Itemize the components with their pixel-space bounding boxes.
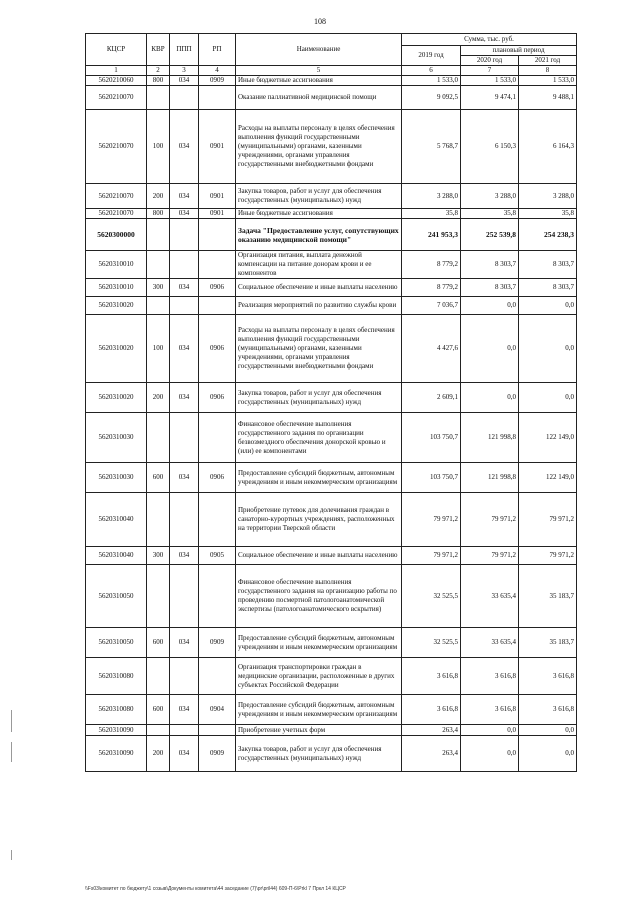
col-number: 6 xyxy=(402,66,461,76)
col-number: 2 xyxy=(147,66,170,76)
header-rp: РП xyxy=(199,34,236,66)
kvr-cell xyxy=(147,86,170,110)
rp-cell: 0909 xyxy=(199,628,236,658)
value-2020-cell: 0,0 xyxy=(461,297,519,315)
table-row xyxy=(86,493,577,547)
value-2020-cell: 79 971,2 xyxy=(461,493,519,547)
name-cell: Оказание паллиативной медицинской помощи xyxy=(236,86,402,110)
kvr-cell: 100 xyxy=(147,110,170,184)
ppp-cell xyxy=(170,658,199,695)
header-sum: Сумма, тыс. руб. xyxy=(402,34,577,46)
rp-cell: 0901 xyxy=(199,110,236,184)
rp-cell: 0909 xyxy=(199,736,236,772)
ppp-cell: 034 xyxy=(170,279,199,297)
kvr-cell xyxy=(147,219,170,251)
value-2021-cell: 0,0 xyxy=(519,725,577,736)
name-cell: Реализация мероприятий по развитию службы крови xyxy=(236,297,402,315)
table-row xyxy=(86,315,577,383)
value-2020-cell: 9 474,1 xyxy=(461,86,519,110)
table-row xyxy=(86,413,577,463)
value-2021-cell: 8 303,7 xyxy=(519,279,577,297)
page-number: 108 xyxy=(314,17,326,26)
kcsr-cell: 5620310090 xyxy=(86,725,147,736)
col-number: 3 xyxy=(170,66,199,76)
value-2021-cell: 1 533,0 xyxy=(519,76,577,86)
ppp-cell xyxy=(170,413,199,463)
value-2019-cell: 32 525,5 xyxy=(402,565,461,628)
value-2020-cell: 121 998,8 xyxy=(461,413,519,463)
ppp-cell xyxy=(170,251,199,279)
value-2020-cell: 33 635,4 xyxy=(461,565,519,628)
name-cell: Иные бюджетные ассигнования xyxy=(236,209,402,219)
value-2020-cell: 121 998,8 xyxy=(461,463,519,493)
value-2020-cell: 0,0 xyxy=(461,725,519,736)
value-2019-cell: 8 779,2 xyxy=(402,279,461,297)
ppp-cell xyxy=(170,725,199,736)
rp-cell: 0906 xyxy=(199,383,236,413)
rp-cell: 0906 xyxy=(199,279,236,297)
budget-table xyxy=(85,33,577,772)
kvr-cell: 800 xyxy=(147,209,170,219)
value-2020-cell: 35,8 xyxy=(461,209,519,219)
rp-cell xyxy=(199,251,236,279)
ppp-cell xyxy=(170,493,199,547)
rp-cell xyxy=(199,493,236,547)
value-2019-cell: 79 971,2 xyxy=(402,493,461,547)
value-2019-cell: 3 616,8 xyxy=(402,658,461,695)
kvr-cell xyxy=(147,493,170,547)
kcsr-cell: 5620310040 xyxy=(86,493,147,547)
rp-cell xyxy=(199,219,236,251)
ppp-cell: 034 xyxy=(170,184,199,209)
value-2021-cell: 0,0 xyxy=(519,315,577,383)
table-row xyxy=(86,463,577,493)
table-row xyxy=(86,279,577,297)
value-2021-cell: 254 238,3 xyxy=(519,219,577,251)
value-2020-cell: 3 616,8 xyxy=(461,658,519,695)
kvr-cell: 800 xyxy=(147,76,170,86)
ppp-cell: 034 xyxy=(170,695,199,725)
name-cell: Предоставление субсидий бюджетным, автономным учреждениям и иным некоммерческим организациям xyxy=(236,695,402,725)
kvr-cell xyxy=(147,251,170,279)
value-2019-cell: 9 092,5 xyxy=(402,86,461,110)
value-2021-cell: 0,0 xyxy=(519,736,577,772)
kvr-cell: 200 xyxy=(147,383,170,413)
table-row xyxy=(86,110,577,184)
col-number: 4 xyxy=(199,66,236,76)
rp-cell: 0906 xyxy=(199,463,236,493)
rp-cell xyxy=(199,565,236,628)
table-row xyxy=(86,565,577,628)
value-2021-cell: 3 288,0 xyxy=(519,184,577,209)
name-cell: Иные бюджетные ассигнования xyxy=(236,76,402,86)
kvr-cell: 100 xyxy=(147,315,170,383)
name-cell: Приобретение учетных форм xyxy=(236,725,402,736)
kcsr-cell: 5620310030 xyxy=(86,413,147,463)
value-2020-cell: 0,0 xyxy=(461,383,519,413)
value-2019-cell: 103 750,7 xyxy=(402,463,461,493)
ppp-cell: 034 xyxy=(170,736,199,772)
kcsr-cell: 5620300000 xyxy=(86,219,147,251)
margin-mark xyxy=(11,850,12,860)
value-2021-cell: 122 149,0 xyxy=(519,413,577,463)
value-2021-cell: 79 971,2 xyxy=(519,493,577,547)
value-2021-cell: 35 183,7 xyxy=(519,628,577,658)
name-cell: Социальное обеспечение и иные выплаты населению xyxy=(236,547,402,565)
rp-cell: 0909 xyxy=(199,76,236,86)
kcsr-cell: 5620210070 xyxy=(86,110,147,184)
name-cell: Приобретение путевок для долечивания граждан в санаторно-курортных учреждениях, расположенных на территории Тверской области xyxy=(236,493,402,547)
value-2021-cell: 9 488,1 xyxy=(519,86,577,110)
kcsr-cell: 5620310010 xyxy=(86,279,147,297)
table-row xyxy=(86,209,577,219)
kvr-cell: 300 xyxy=(147,547,170,565)
table-row xyxy=(86,725,577,736)
value-2020-cell: 3 288,0 xyxy=(461,184,519,209)
name-cell: Предоставление субсидий бюджетным, автономным учреждениям и иным некоммерческим организациям xyxy=(236,628,402,658)
ppp-cell xyxy=(170,86,199,110)
kvr-cell: 600 xyxy=(147,463,170,493)
kvr-cell: 600 xyxy=(147,628,170,658)
value-2020-cell: 1 533,0 xyxy=(461,76,519,86)
name-cell: Задача "Предоставление услуг, сопутствующих оказанию медицинской помощи" xyxy=(236,219,402,251)
value-2019-cell: 241 953,3 xyxy=(402,219,461,251)
value-2019-cell: 1 533,0 xyxy=(402,76,461,86)
col-number: 7 xyxy=(461,66,519,76)
table-body xyxy=(86,76,577,772)
value-2021-cell: 0,0 xyxy=(519,383,577,413)
header-kvr: КВР xyxy=(147,34,170,66)
header-name: Наименование xyxy=(236,34,402,66)
name-cell: Организация питания, выплата денежной компенсации на питание донорам крови и ее компонентов xyxy=(236,251,402,279)
ppp-cell: 034 xyxy=(170,315,199,383)
table-row xyxy=(86,383,577,413)
kcsr-cell: 5620310050 xyxy=(86,565,147,628)
header-ppp: ППП xyxy=(170,34,199,66)
kvr-cell xyxy=(147,297,170,315)
name-cell: Предоставление субсидий бюджетным, автономным учреждениям и иным некоммерческим организациям xyxy=(236,463,402,493)
value-2021-cell: 3 616,8 xyxy=(519,695,577,725)
value-2020-cell: 3 616,8 xyxy=(461,695,519,725)
ppp-cell xyxy=(170,297,199,315)
kvr-cell xyxy=(147,658,170,695)
table-row xyxy=(86,297,577,315)
name-cell: Социальное обеспечение и иные выплаты населению xyxy=(236,279,402,297)
rp-cell: 0906 xyxy=(199,315,236,383)
name-cell: Организация транспортировки граждан в медицинские организации, расположенные в других субъектах Российской Федерации xyxy=(236,658,402,695)
value-2019-cell: 263,4 xyxy=(402,725,461,736)
value-2021-cell: 8 303,7 xyxy=(519,251,577,279)
rp-cell: 0901 xyxy=(199,184,236,209)
value-2020-cell: 33 635,4 xyxy=(461,628,519,658)
margin-mark xyxy=(11,742,12,762)
name-cell: Финансовое обеспечение выполнения государственного задания по организации безвозмездного обеспечения донорской кровью и (или) ее компонентами xyxy=(236,413,402,463)
value-2019-cell: 103 750,7 xyxy=(402,413,461,463)
rp-cell xyxy=(199,413,236,463)
column-number-row xyxy=(86,66,577,76)
ppp-cell: 034 xyxy=(170,110,199,184)
col-number: 1 xyxy=(86,66,147,76)
table-row xyxy=(86,251,577,279)
margin-mark xyxy=(11,710,12,732)
ppp-cell xyxy=(170,219,199,251)
header-2019: 2019 год xyxy=(402,46,461,66)
value-2019-cell: 3 288,0 xyxy=(402,184,461,209)
rp-cell xyxy=(199,725,236,736)
table-row xyxy=(86,736,577,772)
ppp-cell: 034 xyxy=(170,463,199,493)
value-2019-cell: 8 779,2 xyxy=(402,251,461,279)
table-row xyxy=(86,695,577,725)
kcsr-cell: 5620310010 xyxy=(86,251,147,279)
header-plan-period: плановый период xyxy=(461,46,577,56)
table-row xyxy=(86,76,577,86)
value-2021-cell: 3 616,8 xyxy=(519,658,577,695)
kcsr-cell: 5620310090 xyxy=(86,736,147,772)
table-row xyxy=(86,658,577,695)
kcsr-cell: 5620210070 xyxy=(86,86,147,110)
ppp-cell: 034 xyxy=(170,209,199,219)
value-2019-cell: 3 616,8 xyxy=(402,695,461,725)
kcsr-cell: 5620310020 xyxy=(86,315,147,383)
kcsr-cell: 5620310050 xyxy=(86,628,147,658)
value-2019-cell: 32 525,5 xyxy=(402,628,461,658)
rp-cell: 0904 xyxy=(199,695,236,725)
value-2020-cell: 252 539,8 xyxy=(461,219,519,251)
value-2020-cell: 6 150,3 xyxy=(461,110,519,184)
header-kcsr: КЦСР xyxy=(86,34,147,66)
value-2021-cell: 79 971,2 xyxy=(519,547,577,565)
col-number: 5 xyxy=(236,66,402,76)
value-2021-cell: 0,0 xyxy=(519,297,577,315)
name-cell: Финансовое обеспечение выполнения государственного задания на организацию работы по проведению посмертной патологоанатомической экспертизы (патологоанатомического вскрытия) xyxy=(236,565,402,628)
rp-cell xyxy=(199,86,236,110)
kcsr-cell: 5620310080 xyxy=(86,695,147,725)
kcsr-cell: 5620210070 xyxy=(86,209,147,219)
value-2019-cell: 263,4 xyxy=(402,736,461,772)
name-cell: Расходы на выплаты персоналу в целях обеспечения выполнения функций государственными (муниципальными) органами, казенными учреждениями, органами управления государственными внебюджетными фондами xyxy=(236,315,402,383)
name-cell: Расходы на выплаты персоналу в целях обеспечения выполнения функций государственными (муниципальными) органами, казенными учреждениями, органами управления государственными внебюджетными фондами xyxy=(236,110,402,184)
ppp-cell xyxy=(170,565,199,628)
kcsr-cell: 5620310030 xyxy=(86,463,147,493)
table-header xyxy=(86,34,577,76)
ppp-cell: 034 xyxy=(170,547,199,565)
rp-cell: 0905 xyxy=(199,547,236,565)
table-row xyxy=(86,219,577,251)
value-2020-cell: 8 303,7 xyxy=(461,251,519,279)
kvr-cell: 600 xyxy=(147,695,170,725)
value-2020-cell: 79 971,2 xyxy=(461,547,519,565)
name-cell: Закупка товаров, работ и услуг для обеспечения государственных (муниципальных) нужд xyxy=(236,184,402,209)
rp-cell: 0901 xyxy=(199,209,236,219)
kcsr-cell: 5620210070 xyxy=(86,184,147,209)
ppp-cell: 034 xyxy=(170,76,199,86)
value-2019-cell: 7 036,7 xyxy=(402,297,461,315)
kcsr-cell: 5620210060 xyxy=(86,76,147,86)
value-2021-cell: 35 183,7 xyxy=(519,565,577,628)
kcsr-cell: 5620310020 xyxy=(86,297,147,315)
ppp-cell: 034 xyxy=(170,628,199,658)
header-2020: 2020 год xyxy=(461,56,519,66)
kvr-cell: 200 xyxy=(147,184,170,209)
kcsr-cell: 5620310020 xyxy=(86,383,147,413)
value-2019-cell: 5 768,7 xyxy=(402,110,461,184)
kcsr-cell: 5620310080 xyxy=(86,658,147,695)
value-2020-cell: 8 303,7 xyxy=(461,279,519,297)
value-2021-cell: 122 149,0 xyxy=(519,463,577,493)
name-cell: Закупка товаров, работ и услуг для обеспечения государственных (муниципальных) нужд xyxy=(236,736,402,772)
col-number: 8 xyxy=(519,66,577,76)
value-2021-cell: 35,8 xyxy=(519,209,577,219)
rp-cell xyxy=(199,658,236,695)
table-row xyxy=(86,628,577,658)
kvr-cell xyxy=(147,565,170,628)
table-row xyxy=(86,547,577,565)
kvr-cell: 200 xyxy=(147,736,170,772)
file-path-footer: \\Fs03\комитет по бюджету\1 созыв\Документы комитета\44 заседание (7)\pr\pril44) 609-П-6\Prkl 7 Пркл 14 КЦСР xyxy=(85,886,346,892)
value-2019-cell: 4 427,6 xyxy=(402,315,461,383)
value-2019-cell: 79 971,2 xyxy=(402,547,461,565)
name-cell: Закупка товаров, работ и услуг для обеспечения государственных (муниципальных) нужд xyxy=(236,383,402,413)
value-2019-cell: 2 609,1 xyxy=(402,383,461,413)
kvr-cell xyxy=(147,725,170,736)
kvr-cell: 300 xyxy=(147,279,170,297)
value-2021-cell: 6 164,3 xyxy=(519,110,577,184)
kcsr-cell: 5620310040 xyxy=(86,547,147,565)
kvr-cell xyxy=(147,413,170,463)
value-2019-cell: 35,8 xyxy=(402,209,461,219)
table-row xyxy=(86,184,577,209)
value-2020-cell: 0,0 xyxy=(461,736,519,772)
value-2020-cell: 0,0 xyxy=(461,315,519,383)
ppp-cell: 034 xyxy=(170,383,199,413)
rp-cell xyxy=(199,297,236,315)
header-2021: 2021 год xyxy=(519,56,577,66)
table-row xyxy=(86,86,577,110)
